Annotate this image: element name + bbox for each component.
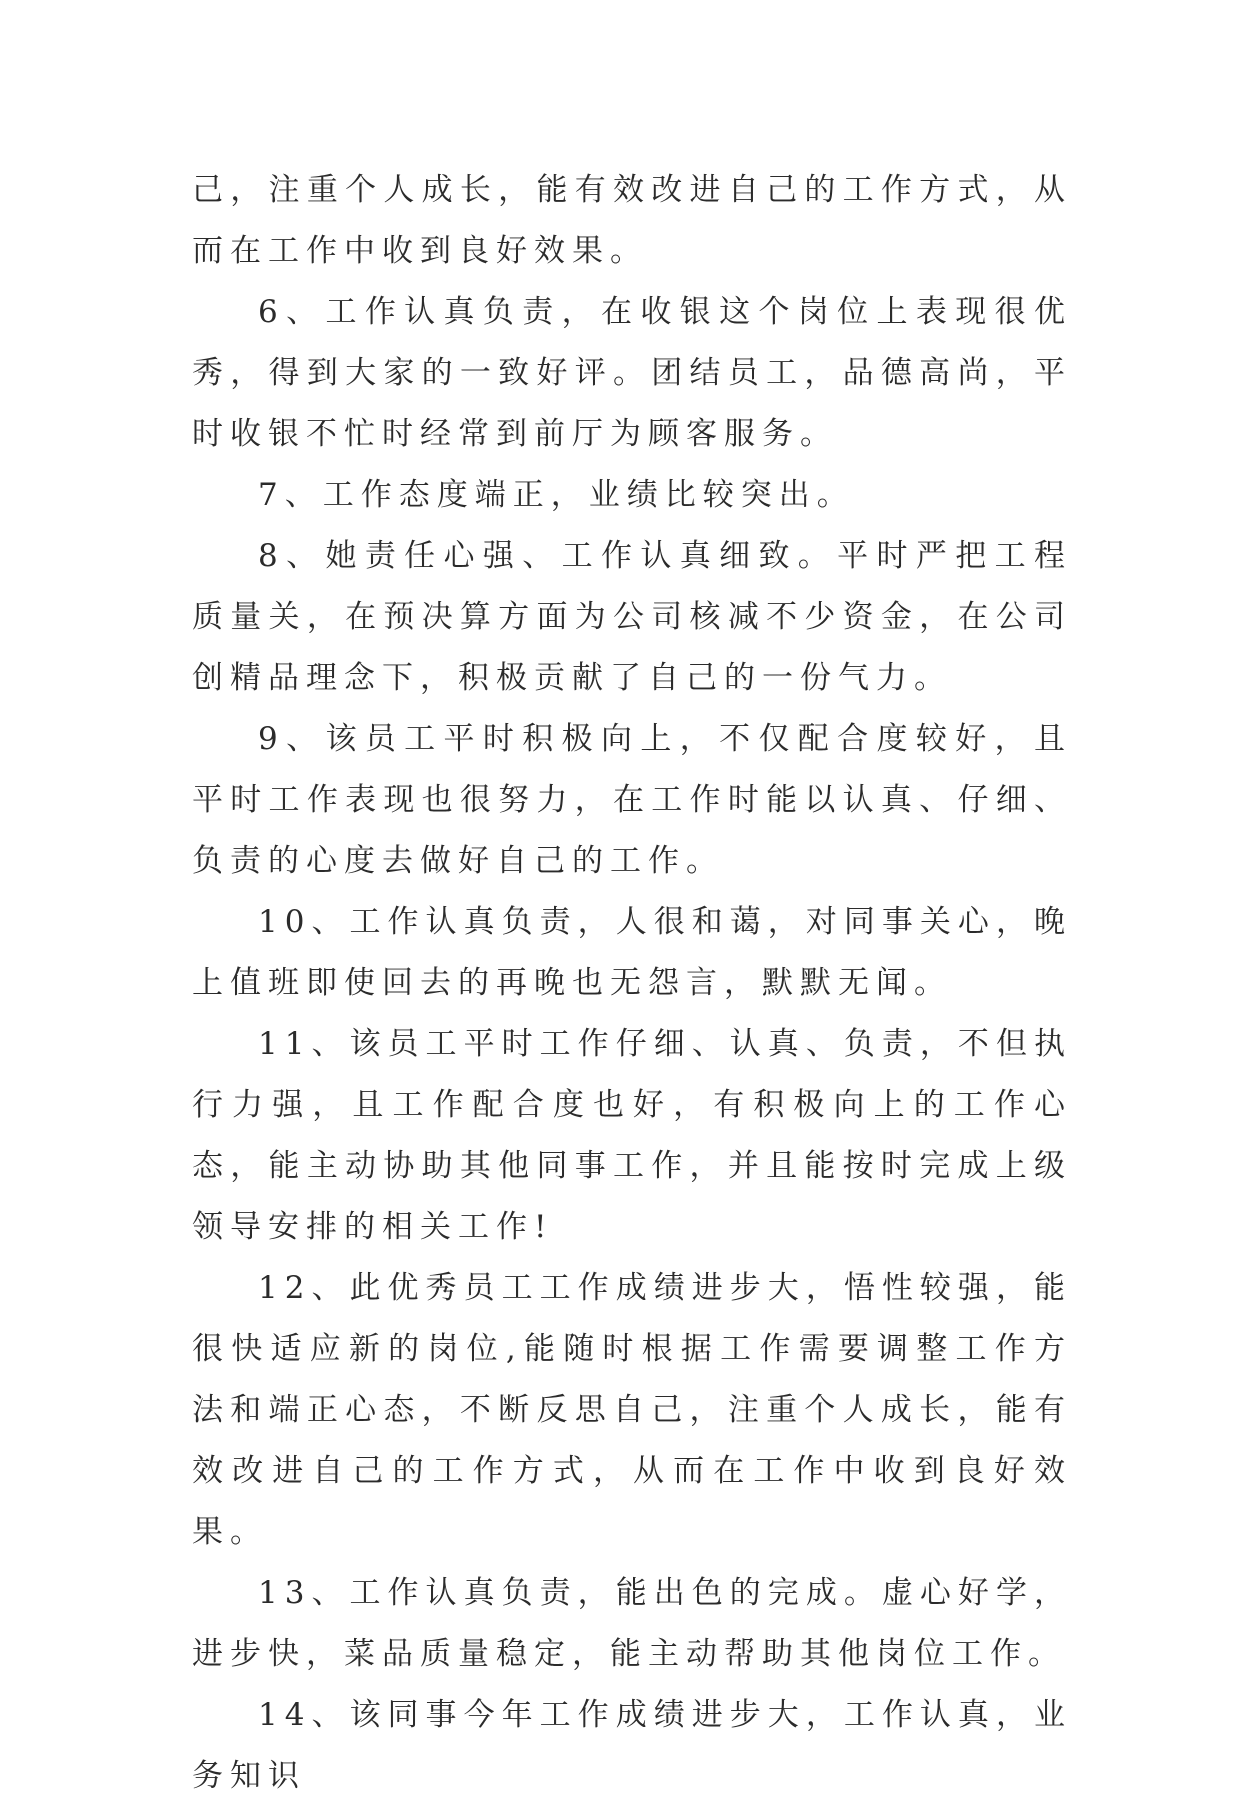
paragraph-item-7: 7、工作态度端正，业绩比较突出。 [258, 477, 855, 513]
paragraph-item-12: 12、此优秀员工工作成绩进步大，悟性较强，能很快适应新的岗位,能随时根据工作需要调整工作方法和端正心态，不断反思自己，注重个人成长，能有效改进自己的工作方式，从而在工作中收到良好效果。 [192, 1270, 1072, 1550]
paragraph-item-10: 10、工作认真负责，人很和蔼，对同事关心，晚上值班即使回去的再晚也无怨言，默默无闻。 [192, 904, 1072, 1001]
paragraph-item-8: 8、她责任心强、工作认真细致。平时严把工程质量关，在预决算方面为公司核减不少资金，在公司创精品理念下，积极贡献了自己的一份气力。 [192, 538, 1072, 696]
paragraph-continuation: 己，注重个人成长，能有效改进自己的工作方式，从而在工作中收到良好效果。 [192, 172, 1072, 269]
paragraph-item-11: 11、该员工平时工作仔细、认真、负责，不但执行力强，且工作配合度也好，有积极向上的工作心态，能主动协助其他同事工作，并且能按时完成上级领导安排的相关工作! [192, 1026, 1072, 1245]
paragraph-item-9: 9、该员工平时积极向上，不仅配合度较好，且平时工作表现也很努力，在工作时能以认真、仔细、负责的心度去做好自己的工作。 [192, 721, 1072, 879]
paragraph-item-6: 6、工作认真负责，在收银这个岗位上表现很优秀，得到大家的一致好评。团结员工，品德高尚，平时收银不忙时经常到前厅为顾客服务。 [192, 294, 1072, 452]
paragraph-item-14: 14、该同事今年工作成绩进步大，工作认真，业务知识 [192, 1697, 1072, 1794]
paragraph-item-13: 13、工作认真负责，能出色的完成。虚心好学，进步快，菜品质量稳定，能主动帮助其他岗位工作。 [192, 1575, 1072, 1672]
document-body [192, 160, 1072, 1807]
